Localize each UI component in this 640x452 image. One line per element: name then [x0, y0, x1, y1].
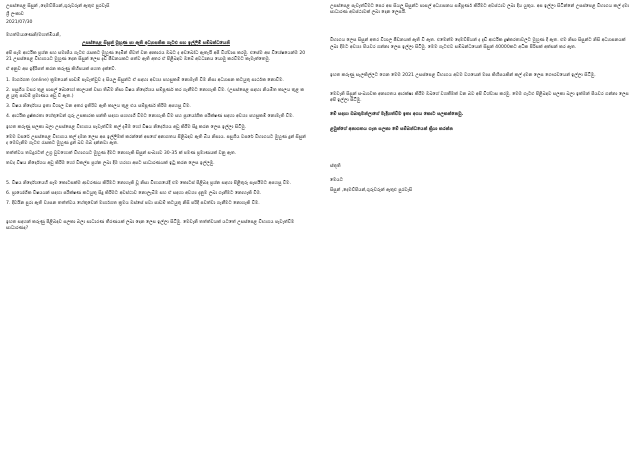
right-column — [330, 4, 630, 198]
list-intro: ඒ අනුව අප ඉදිරිපත් කරන කරුණු කිහිපයක් පහත දැක්වේ. — [6, 67, 117, 73]
sender-label: මෙයට — [330, 178, 344, 184]
paragraph: විභාගය ලෙස සිසුන් අතර විශාල පීඩනයක් ඇති වී ඇත. එමෙන්ම දෙමව්පියන් ද දැඩි ආර්ථික දුෂ්කරතාවලට මුහුණ දී ඇත. එම නිසා සිසුන්ට නිසි අධ්‍යාපනයක් ලබා දීමට අවශ්‍ය පියවර ගන්නා ලෙස ඉල්ලා සිටිමු. මෙම ගැටළුව සම්බන්ධයෙන් සිසුන් 40000කට අධික පිරිසක් අත්සන් කර ඇත. — [330, 38, 626, 50]
paragraph: ඉහත කරුණු සැලකිල්ලට ගෙන මෙම 2021 උසස්පෙළ විභාගය අවම වශයෙන් මාස කිහිපයකින් කල් දමන ලෙස ගෞරවයෙන් ඉල්ලා සිටිමු. — [330, 72, 596, 78]
bold-statement: මේ සඳහා ඔබතුමන්ලාගේ මැදිහත්වීම ඉතා අගය කොට සලකන්නෙමු. — [330, 112, 464, 118]
intro-paragraph: අපි සැම ආර්ථික ප්‍රශ්න සහ සමාජීය ගැටළු රැසකට මුහුණ දෙමින් ජීවත් වන ආකාරය ඔබට ද අවබෝධ ඇතැයි අපි විශ්වාස කරමු. එසේම අප විශේෂයෙන්ම 2021 උසස්පෙළ විභාගයට මුහුණ දෙන සිසුන් ලෙස දැඩි පීඩනයකට පත්ව ඇති අතර ඒ පිළිබඳව ඔබේ අවධානය යොමු කරවීමට කැමැත්තෙමු. — [6, 51, 306, 63]
addressee: උසස්පෙළ සිසුන් ,දෙමව්පියන්,ගුරුවරුන් ඇතුළු පුරවැසි — [6, 4, 110, 9]
letter-header — [6, 4, 306, 39]
paragraph: මෙවැනි සිසුන් සංඛ්‍යාවක අනාගතය ආරක්ෂා කිරීම ඔබගේ වගකීමක් වන බව අපි විශ්වාස කරමු. මෙම ගැටළු පිළිබඳව සලකා බලා ඉක්මන් පියවර ගන්නා ලෙස අපි ඉල්ලා සිටිමු. — [330, 92, 629, 104]
paragraph: උසස්පෙළ පැවැත්වීමට පෙර අප සියලු සිසුන්ට පාසල් අධ්‍යාපනය සම්පූර්ණ කිරීමට අවස්ථාව ලබා දිය යුතුය. අප ඉල්ලා සිටින්නේ උසස්පෙළ විභාගය කල් දමා සාධාරණ අවස්ථාවක් ලබා දෙන ලෙසයි. — [330, 4, 630, 16]
closing-paragraph: ඉහත සඳහන් කරුණු පිළිබඳව සලකා බලා සාධාරණ තීරණයක් ලබා දෙන ලෙස ඉල්ලා සිටිමු. මෙවැනි තත්ත්වයක් යටතේ උසස්පෙළ විභාගය පැවැත්වීම සාධාරණද? — [6, 220, 295, 232]
paragraph: තත්ත්වය තවදුරටත් උග්‍ර වුවහොත් විභාගයට මුහුණ දීමට නොහැකි සිසුන් සංඛ්‍යාව 30-35 ක් පමණ ප්‍රමාණයක් වනු ඇත. — [6, 151, 237, 157]
paragraph: ඉහත කරුණු සලකා බලා උසස්පෙළ විභාගය පැවැත්වීම කල් දැමීම හෝ විෂය නිර්දේශය අඩු කිරීම සිදු කරන ලෙස ඉල්ලා සිටිමු. — [6, 124, 247, 130]
paragraph: මෙම වසරේ උසස්පෙළ විභාගය කල් දමන ලෙස අප ඉල්ලීමක් කරන්නේ අපගේ අනාගතය පිළිබඳව ඇති බිය නිසාය. පසුගිය වසරේ විභාගයට මුහුණ දුන් සිසුන් ද මෙවැනිම ගැටළු රැසකට මුහුණ දුන් බව ඔබ දන්නවා ඇත. — [6, 134, 306, 147]
left-column — [6, 4, 306, 237]
paragraph: තවද විෂය නිර්දේශය අඩු කිරීම හෝ විකල්ප ප්‍රශ්න ලබා දීම හරහා අපට සාධාරණයක් ඉටු කරන ලෙස ඉල්ලමු. — [6, 161, 215, 167]
sender: සිසුන් ,දෙමව්පියන්,ගුරුවරුන් ඇතුළු පුරවැසි — [330, 188, 413, 194]
list-item: 7. දිවයින පුරා ඇති ව්‍යසන තත්ත්වය හේතුවෙන් මාර්ගගත ක්‍රමය ඔස්සේ පවා පාඩම් කටයුතු නිසි පරිදි පවත්වා ගැනීමට නොහැකි වීම. — [6, 201, 260, 207]
list-item: 5. විෂය නිර්දේශයෙහි සෑම කොටසක්ම ආවරණය කිරීමට නොහැකි වූ නිසා විභාගයේදී එම කොටස් පිළිබඳ ප්‍රශ්න සඳහා පිළිතුරු සැපයීමට අපහසු වීම. — [6, 180, 291, 186]
list-item: 4. ආර්ථික දුෂ්කරතා හේතුවෙන් ගුරු උපකාරක පන්ති සඳහා සහභාගී වීමට නොහැකි වීම සහ ප්‍රායෝගික පරීක්ෂණ සඳහා අවශ්‍ය පහසුකම් නොමැති වීම. — [6, 114, 294, 120]
date: 2021/07/30 — [6, 20, 33, 26]
list-item: 1. මාර්ගගත (online) ක්‍රමයෙන් පාඩම් පැවැත්වුව ද සියලු සිසුන්ට ඒ සඳහා අවශ්‍ය පහසුකම් නොමැති වීම නිසා අධ්‍යාපන කටයුතු සාර්ථක නොවීම. — [6, 77, 284, 83]
salutation: මහත්මයාණෙනි/මහත්මියනි, — [6, 32, 61, 38]
sign-off: ස්තූති — [330, 163, 341, 169]
list-item: 2. පසුගිය වසර තුළ පාසල් බොහෝ කාලයක් වසා තිබීම නිසා විෂය නිර්දේශය සම්පූර්ණ කර ගැනීමට නොහැකි වීම. (උසස්පෙළ සඳහා නියමිත කාලය තුළ කළ යුතු පාඩම් ප්‍රමාණය අඩු වී ඇත.) — [6, 87, 305, 100]
list-item: 6. ප්‍රායෝගික විෂයයන් සඳහා පරීක්ෂණ කටයුතු සිදු කිරීමට අවස්ථාව නොලැබීම සහ ඒ සඳහා අවශ්‍ය දැනුම ලබා ගැනීමට නොහැකි වීම. — [6, 190, 262, 196]
bold-statement: ළමුන්ගේ අනාගතය ගැන සලකා මේ සම්බන්ධයෙන් ක්‍රියා කරන්න — [330, 126, 454, 132]
letter-subject: උසස්පෙළ සිසුන් මුහුණ පා ඇති අධ්‍යාපනික ගැටළු සහ ඉල්ලීම් සම්බන්ධයෙනි — [82, 40, 230, 46]
list-item: 3. විෂය නිර්දේශය ඉතා විශාල වන අතර ඉතිරිව ඇති කාලය තුළ එය සම්පූර්ණ කිරීම අපහසු වීම. — [6, 104, 191, 110]
country: ශ්‍රී ලංකාව — [6, 12, 24, 18]
